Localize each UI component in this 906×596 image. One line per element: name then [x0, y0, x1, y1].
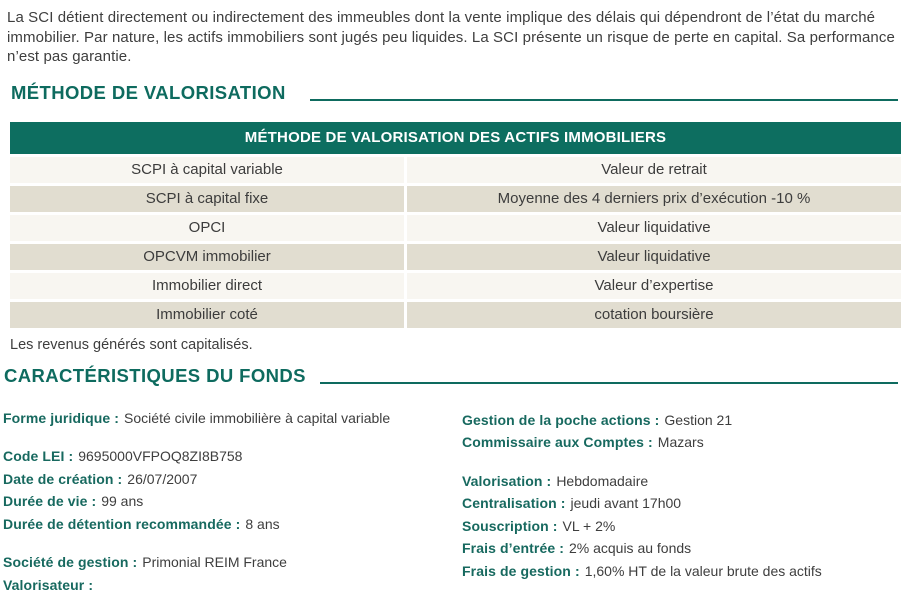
characteristic-label: Durée de vie : [3, 493, 96, 509]
table-row [10, 215, 901, 241]
characteristic-item [462, 431, 898, 454]
characteristic-label: Société de gestion : [3, 554, 137, 570]
characteristic-item-clipped [3, 574, 459, 596]
characteristics-right-column [462, 407, 898, 596]
characteristic-item [462, 560, 898, 583]
characteristic-label: Valorisation : [462, 473, 551, 489]
asset-cell: SCPI à capital fixe [10, 186, 407, 212]
characteristic-value: Primonial REIM France [142, 554, 287, 570]
characteristic-value: Mazars [658, 434, 704, 450]
characteristic-label: Date de création : [3, 471, 122, 487]
table-row [10, 244, 901, 270]
characteristic-value: 26/07/2007 [127, 471, 197, 487]
characteristic-item [3, 513, 459, 536]
characteristics-section-heading [4, 365, 898, 387]
characteristic-item [462, 537, 898, 560]
table-row [10, 273, 901, 299]
characteristic-value: 9695000VFPOQ8ZI8B758 [78, 448, 242, 464]
characteristic-value: 1,60% HT de la valeur brute des actifs [585, 563, 822, 579]
characteristic-label: Frais d’entrée : [462, 540, 564, 556]
method-cell: Moyenne des 4 derniers prix d’exécution -10 % [407, 186, 901, 212]
characteristic-label: Souscription : [462, 518, 558, 534]
characteristic-label: Valorisateur : [3, 577, 93, 593]
characteristic-item [3, 490, 459, 513]
characteristics-left-column [3, 407, 459, 596]
table-row [10, 302, 901, 328]
characteristic-label: Commissaire aux Comptes : [462, 434, 653, 450]
characteristic-item [3, 551, 459, 574]
characteristic-value: 2% acquis au fonds [569, 540, 691, 556]
characteristic-item [462, 492, 898, 515]
asset-cell: Immobilier coté [10, 302, 407, 328]
fund-factsheet-page [0, 8, 906, 583]
characteristic-label: Code LEI : [3, 448, 73, 464]
asset-cell: OPCI [10, 215, 407, 241]
characteristic-item [3, 407, 459, 430]
method-cell: Valeur de retrait [407, 157, 901, 183]
characteristic-item [462, 515, 898, 538]
valuation-section-heading [11, 82, 898, 104]
characteristic-label: Centralisation : [462, 495, 566, 511]
table-row [10, 157, 901, 183]
method-cell: Valeur d’expertise [407, 273, 901, 299]
characteristic-value: 8 ans [245, 516, 279, 532]
characteristic-value: VL + 2% [563, 518, 616, 534]
characteristic-item [3, 468, 459, 491]
characteristic-label: Durée de détention recommandée : [3, 516, 240, 532]
asset-cell: SCPI à capital variable [10, 157, 407, 183]
valuation-table-header: MÉTHODE DE VALORISATION DES ACTIFS IMMOBILIERS [10, 122, 901, 154]
method-cell: Valeur liquidative [407, 215, 901, 241]
capitalization-note: Les revenus générés sont capitalisés. [10, 337, 898, 353]
characteristics-section-title: CARACTÉRISTIQUES DU FONDS [4, 365, 306, 387]
characteristics-columns [3, 407, 898, 596]
valuation-section-title: MÉTHODE DE VALORISATION [11, 82, 286, 104]
heading-rule [320, 382, 898, 384]
intro-paragraph: La SCI détient directement ou indirectement des immeubles dont la vente implique des délais qui dépendront de l’état du marché immobilier. Par nature, les actifs immobiliers sont jugés peu liquides. La SCI présente un risque de perte en capital. Sa performance n’est pas garantie. [7, 8, 900, 67]
asset-cell: Immobilier direct [10, 273, 407, 299]
method-cell: cotation boursière [407, 302, 901, 328]
characteristic-value: jeudi avant 17h00 [571, 495, 682, 511]
table-row [10, 186, 901, 212]
characteristic-value: 99 ans [101, 493, 143, 509]
characteristic-label: Gestion de la poche actions : [462, 412, 659, 428]
characteristic-label: Forme juridique : [3, 410, 119, 426]
characteristic-value: Gestion 21 [664, 412, 732, 428]
characteristic-item [462, 409, 898, 432]
heading-rule [310, 99, 898, 101]
asset-cell: OPCVM immobilier [10, 244, 407, 270]
characteristic-item [462, 470, 898, 493]
characteristic-label: Frais de gestion : [462, 563, 580, 579]
characteristic-item [3, 445, 459, 468]
characteristic-value: Hebdomadaire [556, 473, 648, 489]
valuation-table [10, 122, 901, 328]
characteristic-value: Société civile immobilière à capital variable [124, 410, 390, 426]
method-cell: Valeur liquidative [407, 244, 901, 270]
